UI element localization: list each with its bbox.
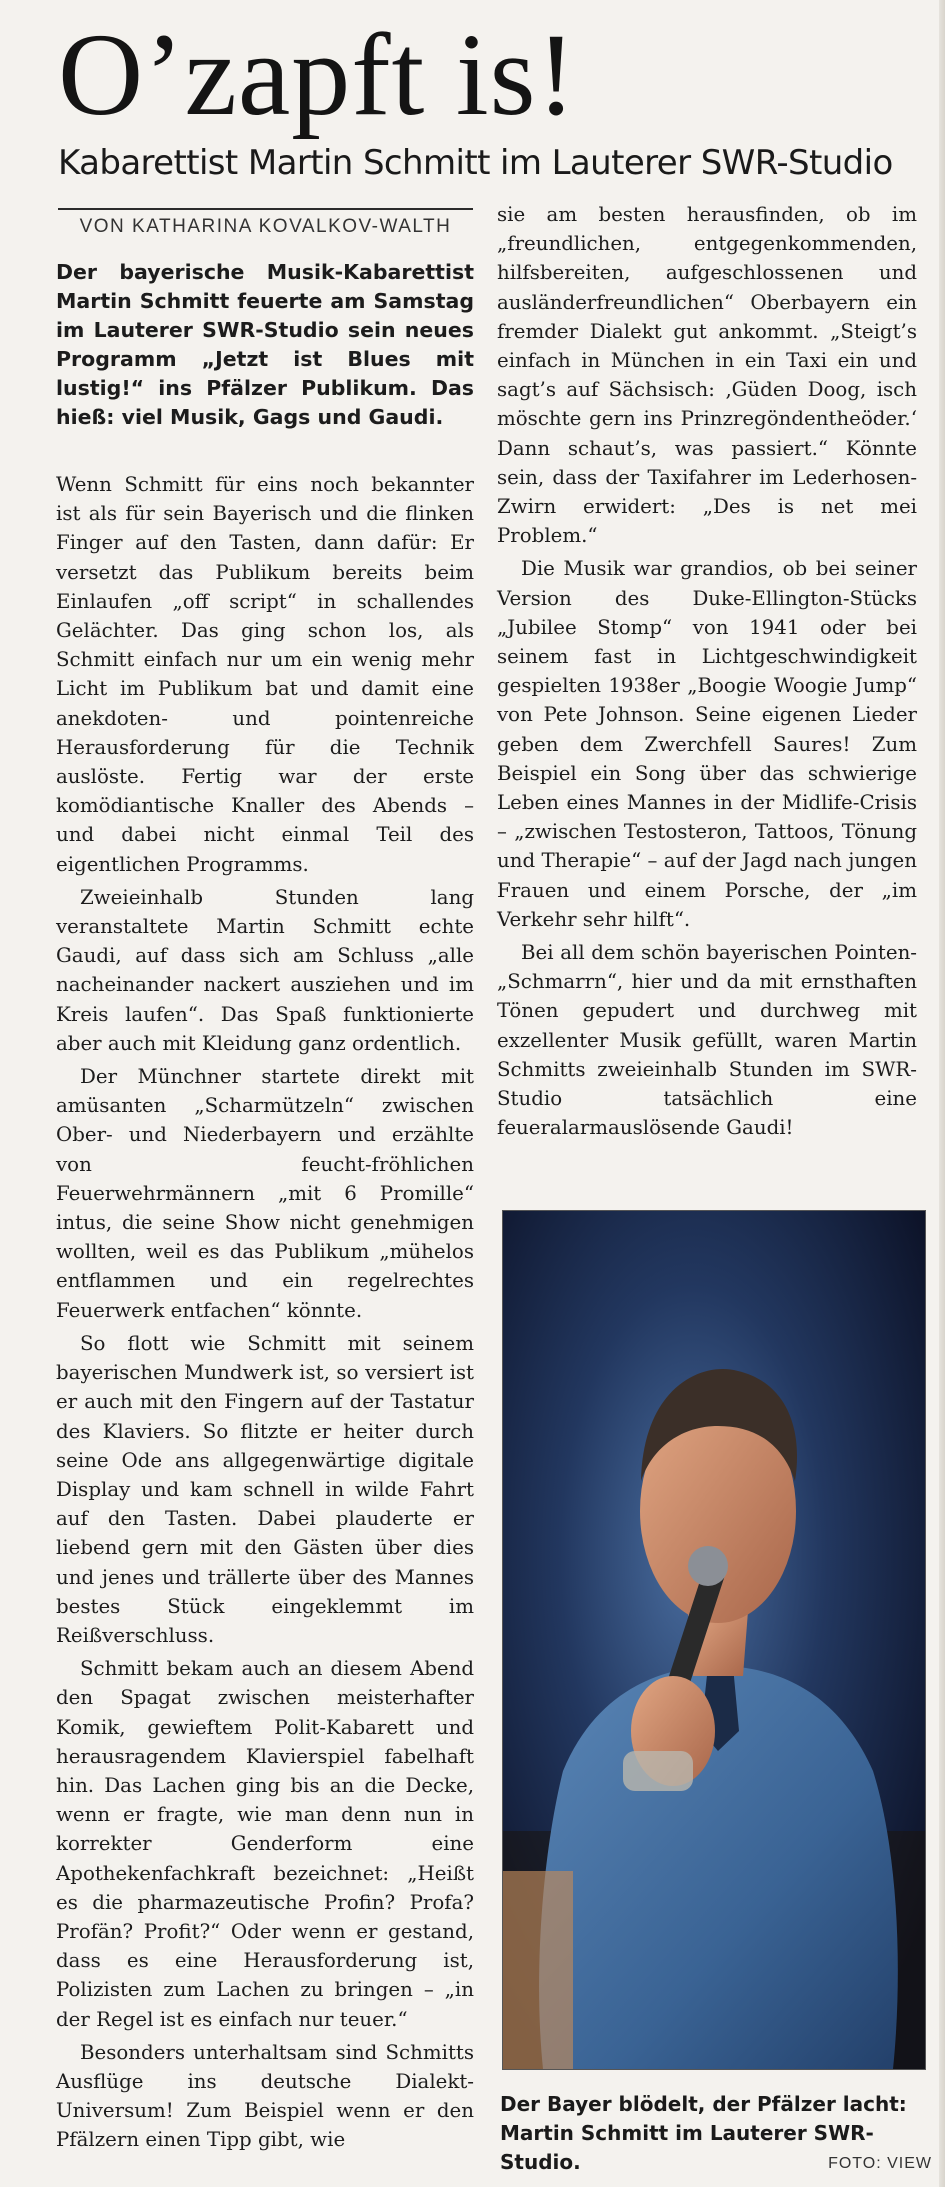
- article-column-right: [497, 200, 917, 1143]
- body-paragraph: Zweieinhalb Stunden lang veranstaltete Martin Schmitt echte Gaudi, auf dass sich am Schluss „alle nacheinander nackert ausziehen und im Kreis laufen“. Das Spaß funktionierte aber auch mit Kleidung ganz ordentlich.: [56, 885, 474, 1055]
- body-paragraph: Besonders unterhaltsam sind Schmitts Ausflüge ins deutsche Dialekt-Universum! Zum Beispiel wenn er den Pfälzern einen Tipp gibt, wie: [56, 2040, 474, 2152]
- byline: VON KATHARINA KOVALKOV-WALTH: [79, 216, 452, 237]
- article-column-left: [56, 258, 474, 2155]
- microphone-head: [688, 1546, 728, 1586]
- body-paragraph: Der Münchner startete direkt mit amüsanten „Scharmützeln“ zwischen Ober- und Niederbayern und erzählte von feucht-fröhlichen Feuerwehrmännern „mit 6 Promille“ intus, die seine Show nicht genehmigen wollten, weil es das Publikum „mühelos entflammen und ein regelrechtes Feuerwerk entfachen“ könnte.: [56, 1065, 474, 1322]
- headline: O’zapft is!: [58, 9, 577, 140]
- body-paragraph: Schmitt bekam auch an diesem Abend den Spagat zwischen meisterhafter Komik, gewieftem Polit-Kabarett und herausragendem Klavierspiel fabelhaft hin. Das Lachen ging bis an die Decke, wenn er fragte, wie man denn nun in korrekter Genderform eine Apothekenfachkraft bezeichnet: „Heißt es die pharmazeutische Profin? Profa? Profän? Profit?“ Oder wenn er gestand, dass es eine Herausforderung ist, Polizisten zum Lachen zu bringen – „in der Regel ist es einfach nur teuer.“: [56, 1657, 474, 2031]
- photo-caption: Der Bayer blödelt, der Pfälzer lacht: Martin Schmitt im Lauterer SWR-Studio.: [500, 2092, 907, 2174]
- body-paragraph: Bei all dem schön bayerischen Pointen-„Schmarrn“, hier und da mit ernsthaften Tönen gepudert und durchweg mit exzellenter Musik gefüllt, waren Martin Schmitts zweieinhalb Stunden im SWR-Studio tatsächlich eine feueralarmauslösende Gaudi!: [497, 941, 917, 1140]
- body-paragraph: Wenn Schmitt für eins noch bekannter ist als für sein Bayerisch und die flinken Finger auf den Tasten, dann dafür: Er versetzt das Publikum bereits beim Einlaufen „off script“ in schallendes Gelächter. Das ging schon los, als Schmitt einfach nur um ein wenig mehr Licht im Publikum bat und damit eine anekdoten- und pointenreiche Herausforderung für die Technik auslöste. Fertig war der erste komödiantische Knaller des Abends – und dabei nicht einmal Teil des eigentlichen Programms.: [56, 473, 474, 876]
- subheadline: Kabarettist Martin Schmitt im Lauterer SWR-Studio: [58, 143, 893, 183]
- photo-credit: FOTO: VIEW: [828, 2155, 932, 2172]
- page-edge: [939, 0, 945, 2187]
- body-paragraph: So flott wie Schmitt mit seinem bayerischen Mundwerk ist, so versiert ist er auch mit den Fingern auf der Tastatur des Klaviers. So flitzte er heiter durch seine Ode ans allgegenwärtige digitale Display und kam schnell in wilde Fahrt auf den Tasten. Dabei plauderte er liebend gern mit den Gästen über dies und jenes und trällerte über des Mannes bestes Stück eingeklemmt im Reißverschluss.: [56, 1331, 474, 1647]
- byline-rule: [58, 208, 473, 210]
- piano-edge: [503, 1871, 573, 2069]
- body-paragraph: sie am besten herausfinden, ob im „freundlichen, entgegenkommenden, hilfsbereiten, aufgeschlossenen und ausländerfreundlichen“ Oberbayern ein fremder Dialekt gut ankommt. „Steigt’s einfach in München in ein Taxi ein und sagt’s auf Sächsisch: ‚Güden Doog, isch möschte gern ins Prinzregöndentheöder.‘ Dann schaut’s, was passiert.“ Könnte sein, dass der Taxifahrer im Lederhosen-Zwirn erwidert: „Des is net mei Problem.“: [497, 203, 917, 548]
- performer-illustration: [503, 1211, 925, 2069]
- article-photo: [502, 1210, 926, 2070]
- body-paragraph: Die Musik war grandios, ob bei seiner Version des Duke-Ellington-Stücks „Jubilee Stomp“ von 1941 oder bei seinem fast in Lichtgeschwindigkeit gespielten 1938er „Boogie Woogie Jump“ von Pete Johnson. Seine eigenen Lieder geben dem Zwerchfell Saures! Zum Beispiel ein Song über das schwierige Leben eines Mannes in der Midlife-Crisis – „zwischen Testosteron, Tattoos, Tönung und Therapie“ – auf der Jagd nach jungen Frauen und einem Porsche, der „im Verkehr sehr hilft“.: [497, 557, 917, 931]
- wristwatch: [623, 1751, 693, 1791]
- lead-paragraph: Der bayerische Musik-Kabarettist Martin Schmitt feuerte am Samstag im Lauterer SWR-Studio sein neues Programm „Jetzt ist Blues mit lustig!“ ins Pfälzer Publikum. Das hieß: viel Musik, Gags und Gaudi.: [56, 260, 474, 429]
